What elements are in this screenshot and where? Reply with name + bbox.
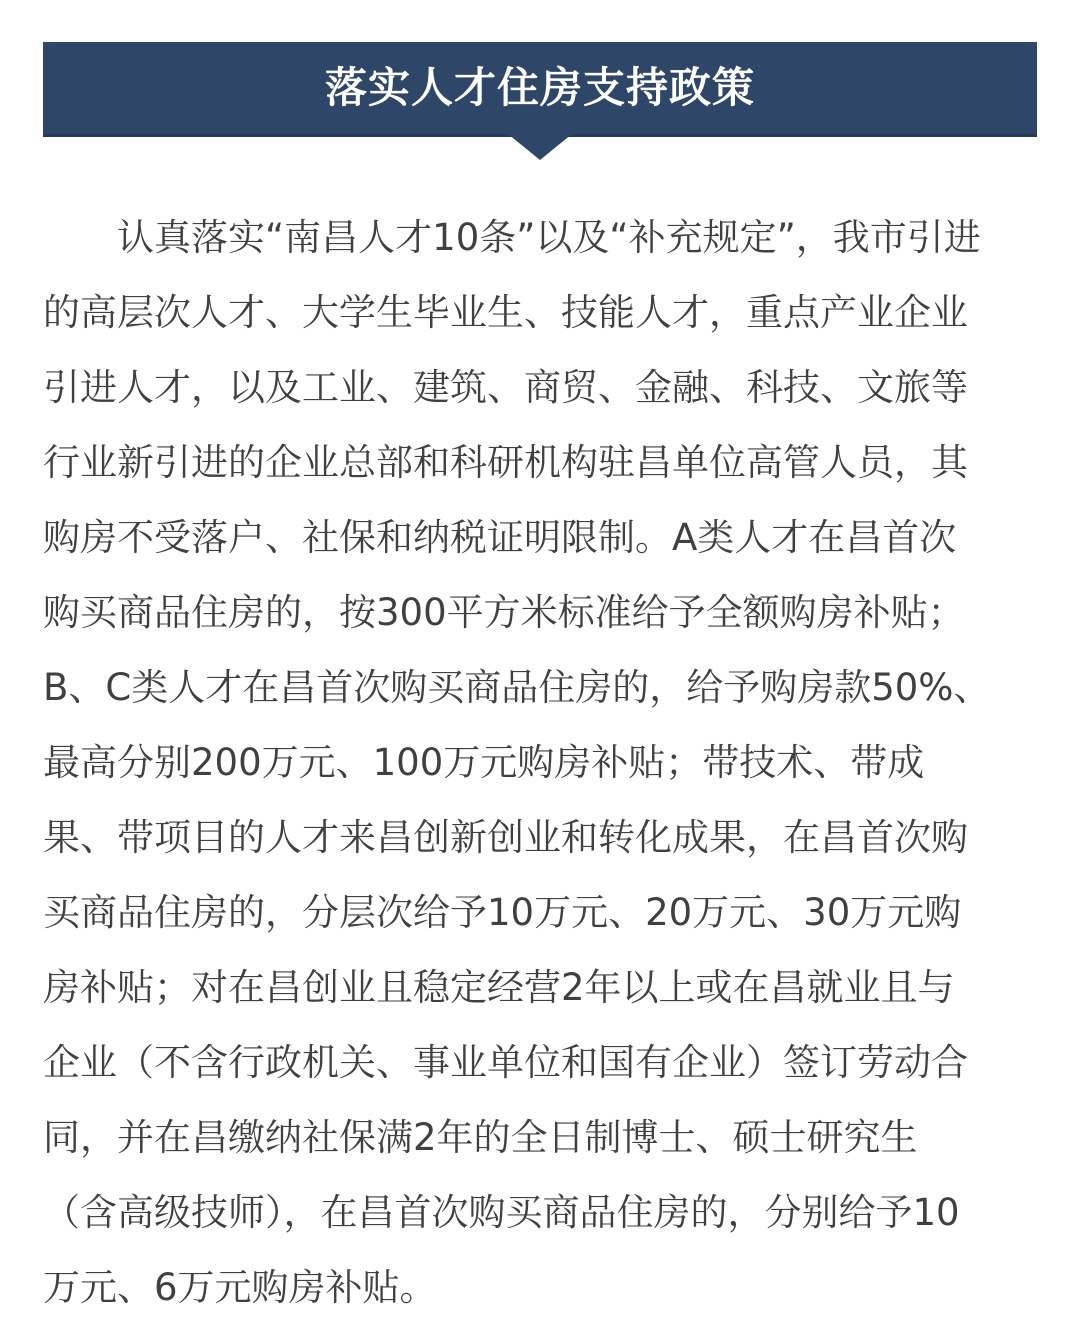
- paragraph-line: 认真落实“南昌人才10条”以及“补充规定”，我市引进: [43, 216, 981, 259]
- paragraph-line: 的高层次人才、大学生毕业生、技能人才，重点产业企业: [43, 291, 968, 334]
- paragraph-line: 万元、6万元购房补贴。: [43, 1266, 437, 1309]
- paragraph-line: 引进人才，以及工业、建筑、商贸、金融、科技、文旅等: [43, 366, 968, 409]
- paragraph-line: 购买商品住房的，按300平方米标准给予全额购房补贴；: [43, 591, 965, 634]
- section-header-banner: [43, 42, 1037, 134]
- paragraph-line: （含高级技师），在昌首次购买商品住房的，分别给予10: [43, 1191, 960, 1234]
- section-title: 落实人才住房支持政策: [324, 63, 755, 112]
- header-pointer-arrow: [508, 134, 572, 160]
- paragraph-line: 果、带项目的人才来昌创新创业和转化成果，在昌首次购: [43, 816, 968, 859]
- paragraph-line: B、C类人才在昌首次购买商品住房的，给予购房款50%、: [43, 666, 991, 709]
- paragraph-line: 企业（不含行政机关、事业单位和国有企业）签订劳动合: [43, 1041, 968, 1084]
- paragraph-line: 最高分别200万元、100万元购房补贴；带技术、带成: [43, 741, 925, 784]
- paragraph-line: 同，并在昌缴纳社保满2年的全日制博士、硕士研究生: [43, 1116, 918, 1159]
- paragraph-line: 房补贴；对在昌创业且稳定经营2年以上或在昌就业且与: [43, 966, 955, 1009]
- paragraph-line: 买商品住房的，分层次给予10万元、20万元、30万元购: [43, 891, 962, 934]
- paragraph-line: 行业新引进的企业总部和科研机构驻昌单位高管人员，其: [43, 441, 968, 484]
- paragraph-line: 购房不受落户、社保和纳税证明限制。A类人才在昌首次: [43, 516, 957, 559]
- policy-paragraph: [43, 200, 1037, 1325]
